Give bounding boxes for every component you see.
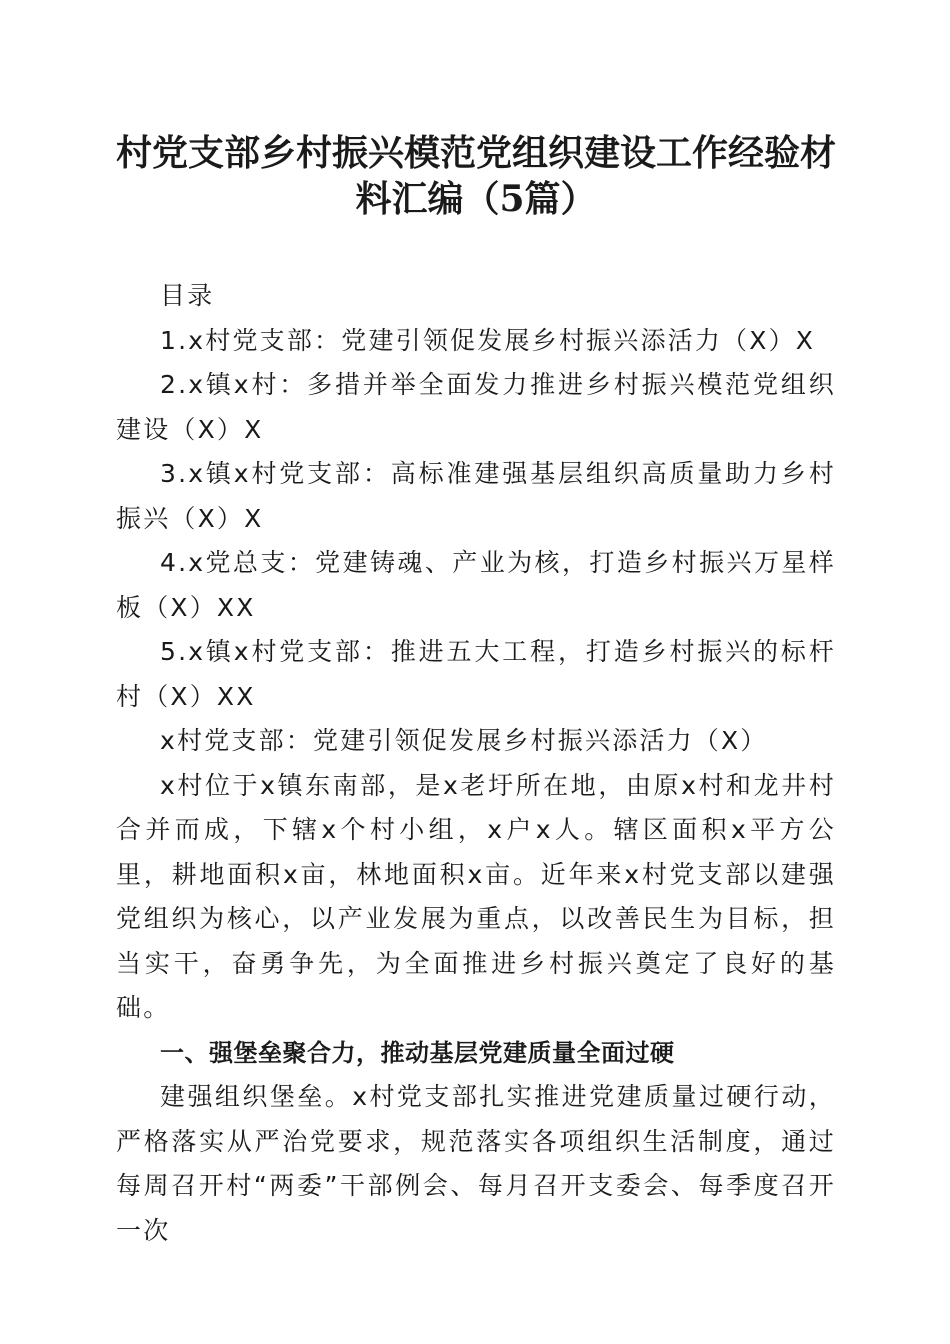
article-title: x村党支部：党建引领促发展乡村振兴添活力（X）	[160, 726, 768, 755]
intro-paragraph: x村位于x镇东南部，是x老圩所在地，由原x村和龙井村合并而成，下辖x个村小组，x户x人。辖区面积x平方公里，耕地面积x亩，林地面积x亩。近年来x村党支部以建强党组织为核心，以产业发展为重点，以改善民生为目标，担当实干，奋勇争先，为全面推进乡村振兴奠定了良好的基础。	[116, 770, 836, 1022]
document-page	[116, 130, 836, 1253]
toc-item-4: 4.x党总支：党建铸魂、产业为核，打造乡村振兴万星样板（X）XX	[116, 548, 836, 622]
toc-item-1: 1.x村党支部：党建引领促发展乡村振兴添活力（X）X	[160, 325, 816, 355]
toc-item-3: 3.x镇x村党支部：高标准建强基层组织高质量助力乡村振兴（X）X	[116, 459, 836, 533]
toc-label: 目录	[160, 281, 215, 310]
section-heading: 一、强堡垒聚合力，推动基层党建质量全面过硬	[160, 1038, 675, 1067]
document-body	[116, 274, 836, 1253]
toc-item-2: 2.x镇x村：多措并举全面发力推进乡村振兴模范党组织建设（X）X	[116, 370, 836, 444]
section-paragraph: 建强组织堡垒。x村党支部扎实推进党建质量过硬行动，严格落实从严治党要求，规范落实各项组织生活制度，通过每周召开村“两委”干部例会、每月召开支委会、每季度召开一次	[116, 1082, 836, 1245]
document-title	[116, 130, 836, 222]
title-line-2: 料汇编（5篇）	[355, 178, 597, 220]
toc-item-5: 5.x镇x村党支部：推进五大工程，打造乡村振兴的标杆村（X）XX	[116, 637, 836, 711]
title-line-1: 村党支部乡村振兴模范党组织建设工作经验材	[116, 132, 837, 174]
